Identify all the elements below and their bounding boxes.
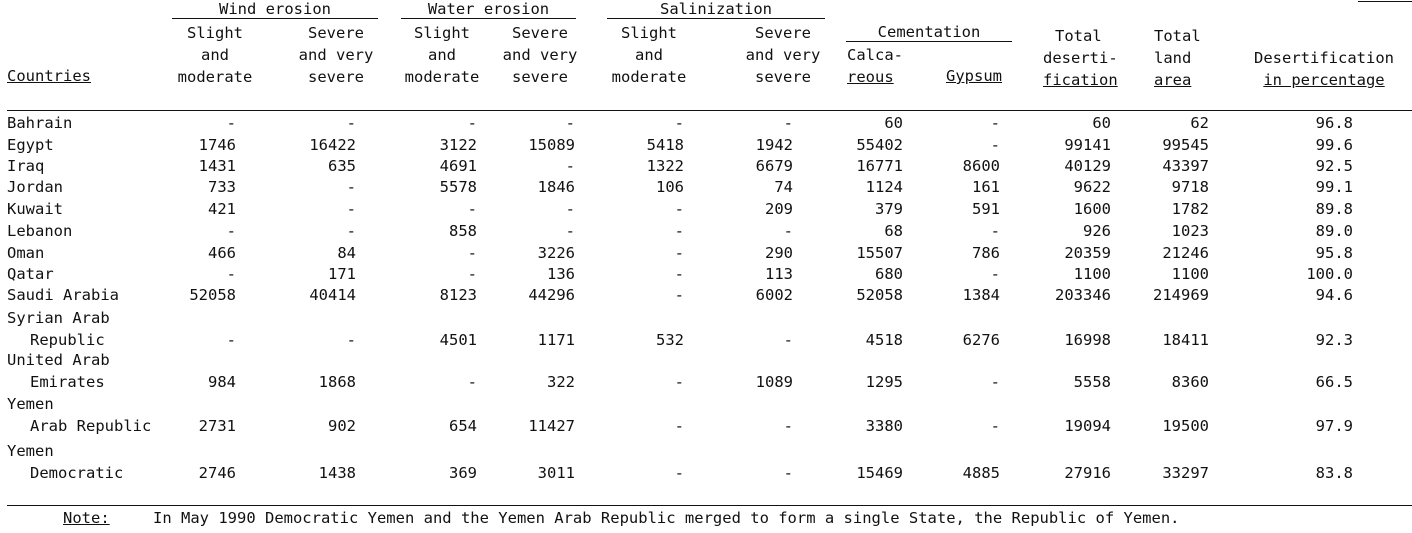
cell-gypsum: -	[990, 222, 1000, 240]
cell-salin-slight: 106	[656, 178, 684, 196]
header-gypsum: Gypsum	[946, 67, 1002, 85]
cell-total-desertification: 5558	[1073, 373, 1111, 391]
note-label: Note:	[63, 509, 110, 527]
cell-total-desertification: 16998	[1064, 331, 1111, 349]
cell-salin-severe: 113	[765, 265, 793, 283]
cell-calcareous: 52058	[856, 286, 903, 304]
header-wind-severe	[286, 22, 386, 88]
header-text: moderate	[404, 68, 480, 86]
cell-total-desertification: 203346	[1055, 286, 1111, 304]
cell-total-land-area: 33297	[1162, 464, 1209, 482]
group-underline-salinization	[607, 18, 825, 19]
header-text: Total	[1055, 27, 1102, 45]
header-text: and	[201, 46, 229, 64]
cell-salin-severe: 6679	[755, 157, 793, 175]
country-name: Yemen	[7, 395, 54, 413]
cell-salin-slight: 5418	[646, 136, 684, 154]
cell-total-land-area: 19500	[1162, 417, 1209, 435]
cell-wind-slight: 1746	[198, 136, 236, 154]
cell-water-slight: -	[467, 200, 477, 218]
cell-total-land-area: 8360	[1171, 373, 1209, 391]
header-text: Severe	[308, 24, 364, 42]
cell-calcareous: 60	[884, 114, 903, 132]
cell-wind-slight: -	[226, 331, 236, 349]
group-water-erosion: Water erosion	[427, 0, 550, 18]
cell-wind-severe: 40414	[309, 286, 356, 304]
cell-salin-slight: -	[674, 222, 684, 240]
cell-wind-slight: 466	[208, 244, 236, 262]
cell-calcareous: 68	[884, 222, 903, 240]
cell-calcareous: 680	[875, 265, 903, 283]
header-water-severe	[490, 22, 590, 88]
header-text: deserti-	[1043, 49, 1118, 67]
cell-water-severe: 44296	[528, 286, 575, 304]
cell-salin-slight: -	[674, 464, 684, 482]
country-name: Oman	[7, 244, 45, 262]
cell-total-land-area: 18411	[1162, 331, 1209, 349]
header-text: moderate	[177, 68, 253, 86]
cell-total-desertification: 20359	[1064, 244, 1111, 262]
country-name: Syrian Arab	[7, 309, 110, 327]
cell-salin-severe: 74	[774, 178, 793, 196]
cell-salin-slight: -	[674, 114, 684, 132]
cell-salin-slight: -	[674, 244, 684, 262]
cell-salin-slight: -	[674, 286, 684, 304]
header-text: reous	[847, 68, 894, 86]
cell-wind-severe: 84	[337, 244, 356, 262]
header-text: fication	[1043, 71, 1118, 89]
cell-wind-severe: 16422	[309, 136, 356, 154]
header-text: severe	[308, 68, 364, 86]
country-name: Egypt	[7, 136, 54, 154]
header-wind-slight	[170, 22, 260, 88]
cell-water-slight: 369	[449, 464, 477, 482]
cell-salin-severe: 6002	[755, 286, 793, 304]
cell-total-land-area: 99545	[1162, 136, 1209, 154]
country-name: Arab Republic	[30, 417, 152, 435]
cell-desertification-pct: 94.6	[1315, 286, 1353, 304]
header-text: Severe	[512, 24, 568, 42]
cell-wind-severe: 171	[328, 265, 356, 283]
cell-water-slight: -	[467, 114, 477, 132]
cell-water-severe: -	[565, 200, 575, 218]
cell-wind-slight: -	[226, 265, 236, 283]
cell-salin-severe: 290	[765, 244, 793, 262]
cell-water-slight: 5578	[439, 178, 477, 196]
cell-total-desertification: 27916	[1064, 464, 1111, 482]
cell-water-severe: 1171	[537, 331, 575, 349]
header-rule	[7, 110, 1412, 111]
cell-salin-severe: 1089	[755, 373, 793, 391]
group-cementation: Cementation	[877, 23, 981, 41]
cell-gypsum: -	[990, 265, 1000, 283]
cell-calcareous: 15507	[856, 244, 903, 262]
cell-gypsum: -	[990, 136, 1000, 154]
header-text: and very	[502, 46, 578, 64]
cell-total-desertification: 1100	[1073, 265, 1111, 283]
cell-water-severe: 3226	[537, 244, 575, 262]
cell-total-land-area: 9718	[1171, 178, 1209, 196]
country-name: Lebanon	[7, 222, 73, 240]
cell-desertification-pct: 99.1	[1315, 178, 1353, 196]
cell-water-slight: 654	[449, 417, 477, 435]
cell-water-slight: 858	[449, 222, 477, 240]
cell-water-slight: 3122	[439, 136, 477, 154]
header-text: Severe	[755, 24, 811, 42]
cell-wind-severe: -	[346, 200, 356, 218]
cell-total-desertification: 60	[1092, 114, 1111, 132]
country-name: Democratic	[30, 464, 124, 482]
country-name: Bahrain	[7, 114, 73, 132]
cell-desertification-pct: 92.5	[1315, 157, 1353, 175]
country-name: Iraq	[7, 157, 45, 175]
cell-water-slight: -	[467, 244, 477, 262]
cell-salin-slight: -	[674, 373, 684, 391]
header-desertification-percentage	[1238, 47, 1410, 91]
header-text: and very	[298, 46, 374, 64]
cell-total-land-area: 1023	[1171, 222, 1209, 240]
header-text: Calca-	[847, 46, 903, 64]
group-salinization: Salinization	[660, 0, 772, 18]
country-name: Saudi Arabia	[7, 286, 119, 304]
cell-gypsum: -	[990, 114, 1000, 132]
cell-salin-severe: -	[783, 114, 793, 132]
cell-wind-severe: 1438	[318, 464, 356, 482]
header-total-land-area	[1154, 25, 1201, 91]
cell-wind-slight: -	[226, 222, 236, 240]
header-text: and	[428, 46, 456, 64]
cell-calcareous: 16771	[856, 157, 903, 175]
header-countries: Countries	[7, 67, 91, 85]
country-name: Republic	[30, 331, 105, 349]
cell-wind-slight: 1431	[198, 157, 236, 175]
cell-desertification-pct: 66.5	[1315, 373, 1353, 391]
cell-salin-slight: 532	[656, 331, 684, 349]
cell-water-severe: 11427	[528, 417, 575, 435]
header-text: Slight	[621, 24, 677, 42]
cell-wind-severe: 902	[328, 417, 356, 435]
cell-desertification-pct: 92.3	[1315, 331, 1353, 349]
cell-water-slight: 4691	[439, 157, 477, 175]
cell-wind-slight: 733	[208, 178, 236, 196]
cell-desertification-pct: 100.0	[1306, 265, 1353, 283]
header-water-slight	[397, 22, 487, 88]
cell-calcareous: 379	[875, 200, 903, 218]
group-underline-wind	[172, 18, 378, 19]
country-name: Jordan	[7, 178, 63, 196]
cell-calcareous: 15469	[856, 464, 903, 482]
bottom-rule	[7, 505, 1412, 506]
cell-gypsum: 4885	[962, 464, 1000, 482]
top-right-rule	[1358, 1, 1412, 2]
cell-desertification-pct: 83.8	[1315, 464, 1353, 482]
cell-wind-slight: 52058	[189, 286, 236, 304]
cell-calcareous: 3380	[865, 417, 903, 435]
cell-salin-severe: -	[783, 222, 793, 240]
cell-gypsum: 8600	[962, 157, 1000, 175]
cell-water-severe: -	[565, 157, 575, 175]
country-name: Emirates	[30, 373, 105, 391]
header-total-desertification	[1043, 25, 1118, 91]
cell-water-severe: 1846	[537, 178, 575, 196]
group-underline-water	[401, 18, 576, 19]
cell-wind-slight: 2746	[198, 464, 236, 482]
cell-desertification-pct: 99.6	[1315, 136, 1353, 154]
cell-total-desertification: 926	[1083, 222, 1111, 240]
header-text: Slight	[414, 24, 470, 42]
cell-total-desertification: 40129	[1064, 157, 1111, 175]
cell-water-severe: 322	[547, 373, 575, 391]
header-calcareous	[847, 44, 903, 88]
header-text: Desertification	[1254, 49, 1394, 67]
header-text: and	[635, 46, 663, 64]
cell-water-slight: 4501	[439, 331, 477, 349]
cell-wind-slight: 984	[208, 373, 236, 391]
cell-gypsum: 6276	[962, 331, 1000, 349]
header-text: moderate	[611, 68, 687, 86]
cell-total-desertification: 9622	[1073, 178, 1111, 196]
cell-wind-slight: 421	[208, 200, 236, 218]
cell-calcareous: 4518	[865, 331, 903, 349]
cell-total-land-area: 43397	[1162, 157, 1209, 175]
header-salin-slight	[604, 22, 694, 88]
cell-water-severe: 15089	[528, 136, 575, 154]
cell-desertification-pct: 89.8	[1315, 200, 1353, 218]
cell-calcareous: 1295	[865, 373, 903, 391]
header-text: Slight	[187, 24, 243, 42]
cell-total-desertification: 1600	[1073, 200, 1111, 218]
cell-total-desertification: 19094	[1064, 417, 1111, 435]
cell-gypsum: 786	[972, 244, 1000, 262]
cell-gypsum: 1384	[962, 286, 1000, 304]
cell-salin-slight: -	[674, 265, 684, 283]
cell-wind-slight: 2731	[198, 417, 236, 435]
cell-desertification-pct: 89.0	[1315, 222, 1353, 240]
cell-water-severe: 136	[547, 265, 575, 283]
cell-gypsum: -	[990, 373, 1000, 391]
header-text: severe	[755, 68, 811, 86]
header-text: area	[1154, 71, 1192, 89]
header-salin-severe	[733, 22, 833, 88]
country-name: Kuwait	[7, 200, 63, 218]
cell-total-land-area: 1100	[1171, 265, 1209, 283]
cell-wind-severe: -	[346, 222, 356, 240]
cell-wind-severe: -	[346, 114, 356, 132]
cell-total-land-area: 214969	[1153, 286, 1209, 304]
cell-calcareous: 1124	[865, 178, 903, 196]
cell-salin-slight: -	[674, 200, 684, 218]
cell-total-desertification: 99141	[1064, 136, 1111, 154]
header-text: severe	[512, 68, 568, 86]
cell-gypsum: 161	[972, 178, 1000, 196]
cell-total-land-area: 1782	[1171, 200, 1209, 218]
note-text: In May 1990 Democratic Yemen and the Yemen Arab Republic merged to form a single State, the Republic of Yemen.	[153, 509, 1180, 527]
cell-gypsum: -	[990, 417, 1000, 435]
header-text: and very	[745, 46, 821, 64]
country-name: Qatar	[7, 265, 54, 283]
cell-salin-severe: -	[783, 417, 793, 435]
cell-salin-slight: -	[674, 417, 684, 435]
cell-wind-slight: -	[226, 114, 236, 132]
cell-water-severe: -	[565, 222, 575, 240]
cell-desertification-pct: 95.8	[1315, 244, 1353, 262]
country-name: Yemen	[7, 442, 54, 460]
cell-water-severe: -	[565, 114, 575, 132]
header-text: in percentage	[1263, 71, 1385, 89]
cell-desertification-pct: 97.9	[1315, 417, 1353, 435]
cell-total-land-area: 62	[1190, 114, 1209, 132]
cell-water-slight: 8123	[439, 286, 477, 304]
cell-total-land-area: 21246	[1162, 244, 1209, 262]
group-underline-cementation	[846, 41, 1012, 42]
cell-water-slight: -	[467, 373, 477, 391]
cell-gypsum: 591	[972, 200, 1000, 218]
cell-salin-severe: 209	[765, 200, 793, 218]
cell-calcareous: 55402	[856, 136, 903, 154]
cell-water-slight: -	[467, 265, 477, 283]
cell-salin-severe: 1942	[755, 136, 793, 154]
cell-wind-severe: -	[346, 178, 356, 196]
cell-wind-severe: 635	[328, 157, 356, 175]
cell-salin-slight: 1322	[646, 157, 684, 175]
country-name: United Arab	[7, 351, 110, 369]
cell-water-severe: 3011	[537, 464, 575, 482]
header-text: land	[1154, 49, 1192, 67]
cell-desertification-pct: 96.8	[1315, 114, 1353, 132]
cell-wind-severe: 1868	[318, 373, 356, 391]
cell-salin-severe: -	[783, 464, 793, 482]
cell-salin-severe: -	[783, 331, 793, 349]
header-text: Total	[1154, 27, 1201, 45]
cell-wind-severe: -	[346, 331, 356, 349]
group-wind-erosion: Wind erosion	[219, 0, 331, 18]
